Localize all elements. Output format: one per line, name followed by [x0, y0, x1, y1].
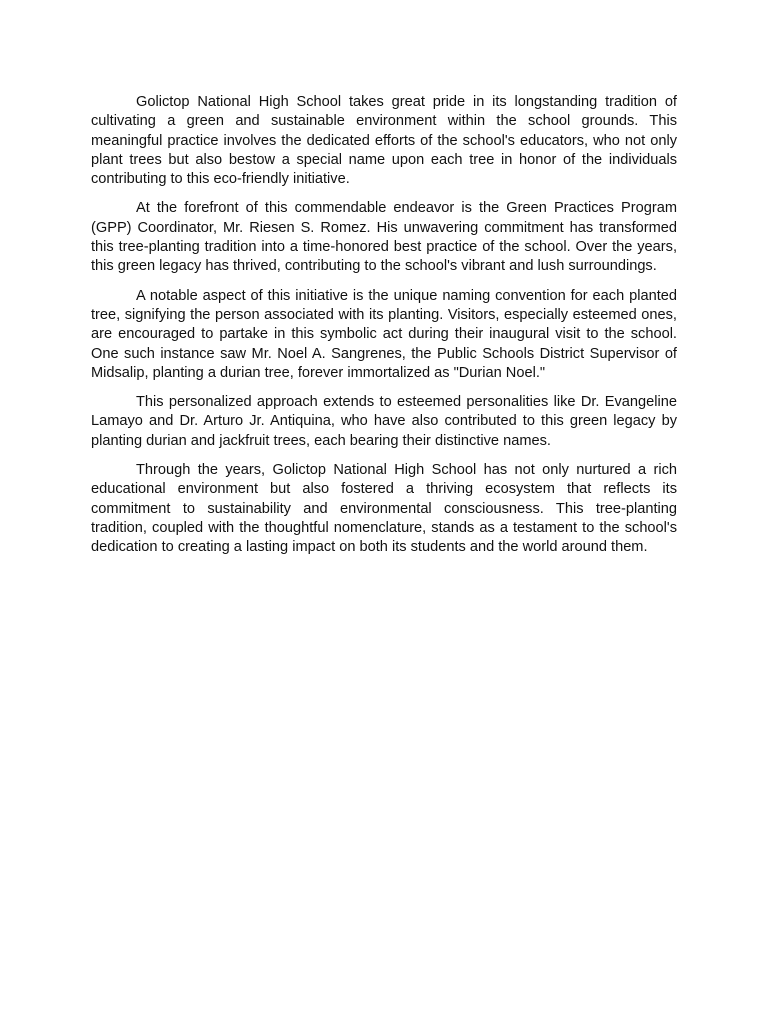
document-body — [91, 93, 677, 568]
paragraph-4: This personalized approach extends to esteemed personalities like Dr. Evangeline Lamayo and Dr. Arturo Jr. Antiquina, who have also contributed to this green legacy by planting durian and jackfruit trees, each bearing their distinctive names. — [91, 394, 677, 449]
paragraph-5: Through the years, Golictop National High School has not only nurtured a rich educational environment but also fostered a thriving ecosystem that reflects its commitment to sustainability and environmental consciousness. This tree-planting tradition, coupled with the thoughtful nomenclature, stands as a testament to the school's dedication to creating a lasting impact on both its students and the world around them. — [91, 462, 677, 556]
paragraph-2: At the forefront of this commendable endeavor is the Green Practices Program (GPP) Coordinator, Mr. Riesen S. Romez. His unwavering commitment has transformed this tree-planting tradition into a time-honored best practice of the school. Over the years, this green legacy has thrived, contributing to the school's vibrant and lush surroundings. — [91, 200, 677, 275]
paragraph-1: Golictop National High School takes great pride in its longstanding tradition of cultivating a green and sustainable environment within the school grounds. This meaningful practice involves the dedicated efforts of the school's educators, who not only plant trees but also bestow a special name upon each tree in honor of the individuals contributing to this eco-friendly initiative. — [91, 94, 677, 188]
paragraph-3: A notable aspect of this initiative is the unique naming convention for each planted tree, signifying the person associated with its planting. Visitors, especially esteemed ones, are encouraged to partake in this symbolic act during their inaugural visit to the school. One such instance saw Mr. Noel A. Sangrenes, the Public Schools District Supervisor of Midsalip, planting a durian tree, forever immortalized as "Durian Noel." — [91, 287, 677, 381]
